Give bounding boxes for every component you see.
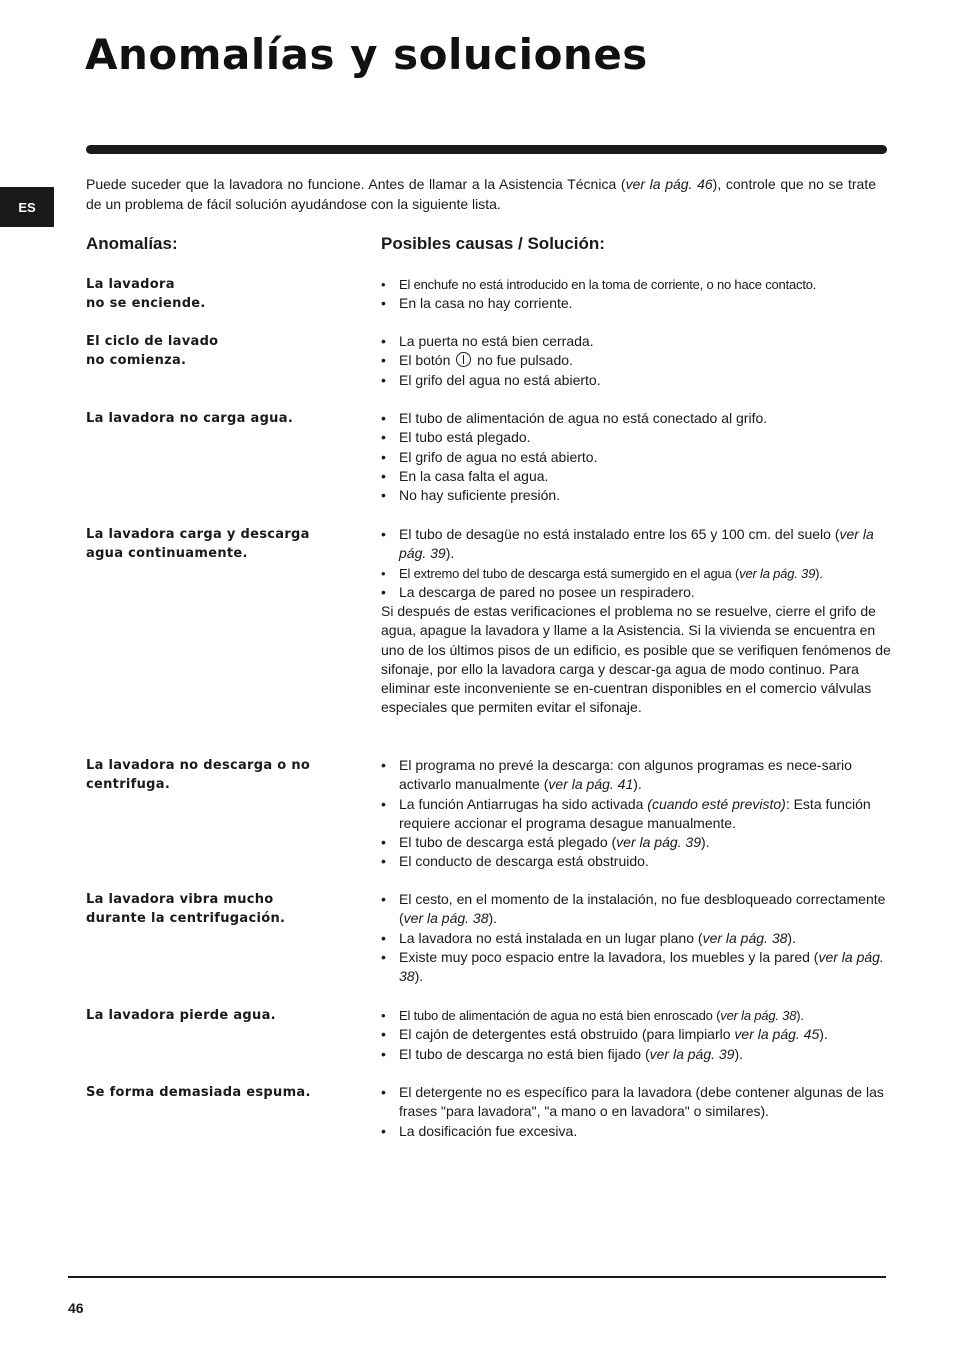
cause-item: • El cesto, en el momento de la instalación, no fue desbloqueado correctamente (ver la pág. 38). [381, 890, 893, 929]
cause-list [381, 1006, 893, 1064]
cause-item: • El tubo de alimentación de agua no está conectado al grifo. [381, 409, 893, 428]
cause-item: • La dosificación fue excesiva. [381, 1122, 893, 1141]
cause-item: • La lavadora no está instalada en un lugar plano (ver la pág. 38). [381, 929, 893, 948]
cause-item: • El botón no fue pulsado. [381, 351, 893, 370]
cause-item: • El grifo de agua no está abierto. [381, 448, 893, 467]
footer-divider [68, 1276, 886, 1278]
language-tab: ES [0, 187, 54, 227]
cause-item: • La descarga de pared no posee un respiradero. [381, 583, 893, 602]
problem-label: Se forma demasiada espuma. [86, 1085, 311, 1100]
anomalies-header: Anomalías: [86, 234, 178, 253]
cause-list [381, 409, 893, 505]
cause-list [381, 890, 893, 986]
cause-list [381, 1083, 893, 1141]
problem-label: La lavadora no descarga o no centrifuga. [86, 758, 311, 792]
cause-item: • El programa no prevé la descarga: con algunos programas es nece-sario activarlo manualmente (ver la pág. 41). [381, 756, 893, 795]
cause-item: • El tubo de descarga no está bien fijado (ver la pág. 39). [381, 1045, 893, 1064]
page-reference: ver la pág. 46 [625, 176, 713, 192]
problem-label: La lavadora pierde agua. [86, 1008, 276, 1023]
cause-item: • No hay suficiente presión. [381, 486, 893, 505]
cause-item: • En la casa no hay corriente. [381, 294, 893, 313]
siphon-note: Si después de estas verificaciones el problema no se resuelve, cierre el grifo de agua, apague la lavadora y llame a la Asistencia. Si la vivienda se encuentra en uno de los últimos pisos de un edificio, es posible que se verifiquen fenómenos de sifonaje, por ello la lavadora carga y descar-ga agua de modo continuo. Para eliminar este inconveniente se en-cuentran disponibles en el comercio válvulas especiales que permiten evitar el sifonaje. [381, 603, 891, 716]
cause-item: • El conducto de descarga está obstruido. [381, 852, 893, 871]
cause-list [381, 525, 893, 602]
cause-item: • El tubo de descarga está plegado (ver la pág. 39). [381, 833, 893, 852]
title-divider [86, 145, 887, 154]
cause-item: • La función Antiarrugas ha sido activada (cuando esté previsto): Esta función requiere accionar el programa desague manualmente. [381, 795, 893, 834]
problem-label: La lavadora no se enciende. [86, 277, 206, 311]
cause-list [381, 332, 893, 390]
intro-paragraph: Puede suceder que la lavadora no funcione. Antes de llamar a la Asistencia Técnica (ver la pág. 46), controle que no se trate de un problema de fácil solución ayudándose con la siguiente lista. [86, 176, 876, 212]
cause-item: • El detergente no es específico para la lavadora (debe contener algunas de las frases "para lavadora", "a mano o en lavadora" o similares). [381, 1083, 893, 1122]
cause-item: • Existe muy poco espacio entre la lavadora, los muebles y la pared (ver la pág. 38). [381, 948, 893, 987]
cause-item: • El tubo de desagüe no está instalado entre los 65 y 100 cm. del suelo (ver la pág. 39). [381, 525, 893, 564]
problem-label: El ciclo de lavado no comienza. [86, 334, 219, 368]
cause-item: • El tubo de alimentación de agua no está bien enroscado (ver la pág. 38). [381, 1006, 893, 1025]
cause-item: • El tubo está plegado. [381, 428, 893, 447]
cause-item: • El grifo del agua no está abierto. [381, 371, 893, 390]
power-button-icon [456, 352, 471, 367]
cause-item: • La puerta no está bien cerrada. [381, 332, 893, 351]
cause-item: • El cajón de detergentes está obstruido (para limpiarlo ver la pág. 45). [381, 1025, 893, 1044]
problem-label: La lavadora carga y descarga agua continuamente. [86, 527, 310, 561]
cause-item: • El extremo del tubo de descarga está sumergido en el agua (ver la pág. 39). [381, 564, 893, 583]
cause-item: • En la casa falta el agua. [381, 467, 893, 486]
page-number: 46 [68, 1300, 84, 1316]
cause-list [381, 756, 893, 872]
cause-item: • El enchufe no está introducido en la toma de corriente, o no hace contacto. [381, 275, 893, 294]
problem-label: La lavadora no carga agua. [86, 411, 294, 426]
problem-label: La lavadora vibra mucho durante la centrifugación. [86, 892, 286, 926]
causes-header: Posibles causas / Solución: [381, 234, 605, 253]
cause-list [381, 275, 893, 314]
page-title: Anomalías y soluciones [85, 30, 648, 79]
